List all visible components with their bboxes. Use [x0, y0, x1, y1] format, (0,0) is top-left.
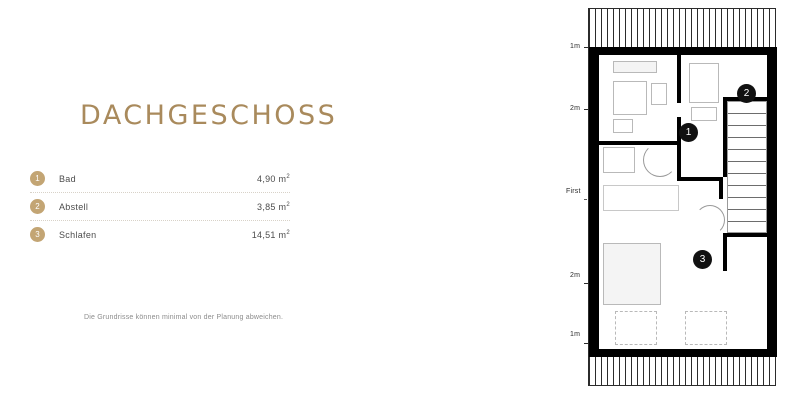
roof-hatch-top: [589, 9, 775, 47]
plan-badge-bad: 1: [679, 123, 698, 142]
dimension-label-2m-bottom: 2m: [570, 272, 581, 279]
bed: [603, 243, 661, 305]
room-area-value: 4,90: [257, 173, 276, 184]
room-area: 3,85 $m^2$: [257, 201, 290, 212]
list-item: [30, 165, 290, 193]
floor-plan: [560, 0, 798, 400]
stair-tread: [728, 173, 766, 174]
storage-box: [691, 107, 717, 121]
partition-wall: [677, 141, 681, 181]
stair-tread: [728, 137, 766, 138]
partition-wall: [677, 177, 723, 181]
door-swing-arc: [643, 143, 677, 177]
roof-hatch-bottom: [589, 355, 775, 385]
partition-wall: [677, 55, 681, 103]
plan-frame: [588, 8, 776, 386]
wardrobe: [603, 147, 635, 173]
roof-window-area: [685, 311, 727, 345]
room-name: Abstell: [59, 201, 89, 212]
plan-badge-schlafen: 3: [693, 250, 712, 269]
roof-window-area: [615, 311, 657, 345]
door-swing-arc: [695, 205, 725, 235]
disclaimer-text: Die Grundrisse können minimal von der Planung abweichen.: [84, 314, 284, 321]
room-number-badge: 2: [30, 199, 45, 214]
stair-enclosure-wall: [723, 233, 767, 237]
stair-tread: [728, 197, 766, 198]
dimension-label-1m-bottom: 1m: [570, 331, 581, 338]
room-list: [30, 165, 290, 248]
room-area: 14,51 $m^2$: [251, 229, 290, 240]
room-area-unit: m: [278, 229, 287, 240]
room-name: Bad: [59, 173, 76, 184]
list-item: [30, 221, 290, 248]
page-title: DACHGESCHOSS: [80, 100, 338, 131]
plan-badge-abstell: 2: [737, 84, 756, 103]
stair-tread: [728, 221, 766, 222]
room-area-unit: m: [278, 173, 287, 184]
sloped-ceiling-marker: [603, 185, 679, 211]
stair-tread: [728, 161, 766, 162]
stair-tread: [728, 113, 766, 114]
dimension-label-1m-top: 1m: [570, 43, 581, 50]
dimension-label-first: First: [566, 188, 581, 195]
room-area-unit: m: [278, 201, 287, 212]
toilet: [651, 83, 667, 105]
partition-wall: [719, 177, 723, 199]
staircase: [727, 101, 767, 233]
list-item: [30, 193, 290, 221]
shower: [613, 81, 647, 115]
room-name: Schlafen: [59, 229, 97, 240]
stair-tread: [728, 185, 766, 186]
room-number-badge: 3: [30, 227, 45, 242]
washbasin: [613, 119, 633, 133]
stair-tread: [728, 125, 766, 126]
room-area-value: 14,51: [251, 229, 276, 240]
stair-enclosure-wall: [723, 233, 727, 271]
dimension-label-2m-top: 2m: [570, 105, 581, 112]
stair-tread: [728, 149, 766, 150]
storage-shelf: [689, 63, 719, 103]
room-area: 4,90 $m^2$: [257, 173, 290, 184]
room-number-badge: 1: [30, 171, 45, 186]
stair-tread: [728, 209, 766, 210]
bathtub: [613, 61, 657, 73]
room-area-value: 3,85: [257, 201, 276, 212]
